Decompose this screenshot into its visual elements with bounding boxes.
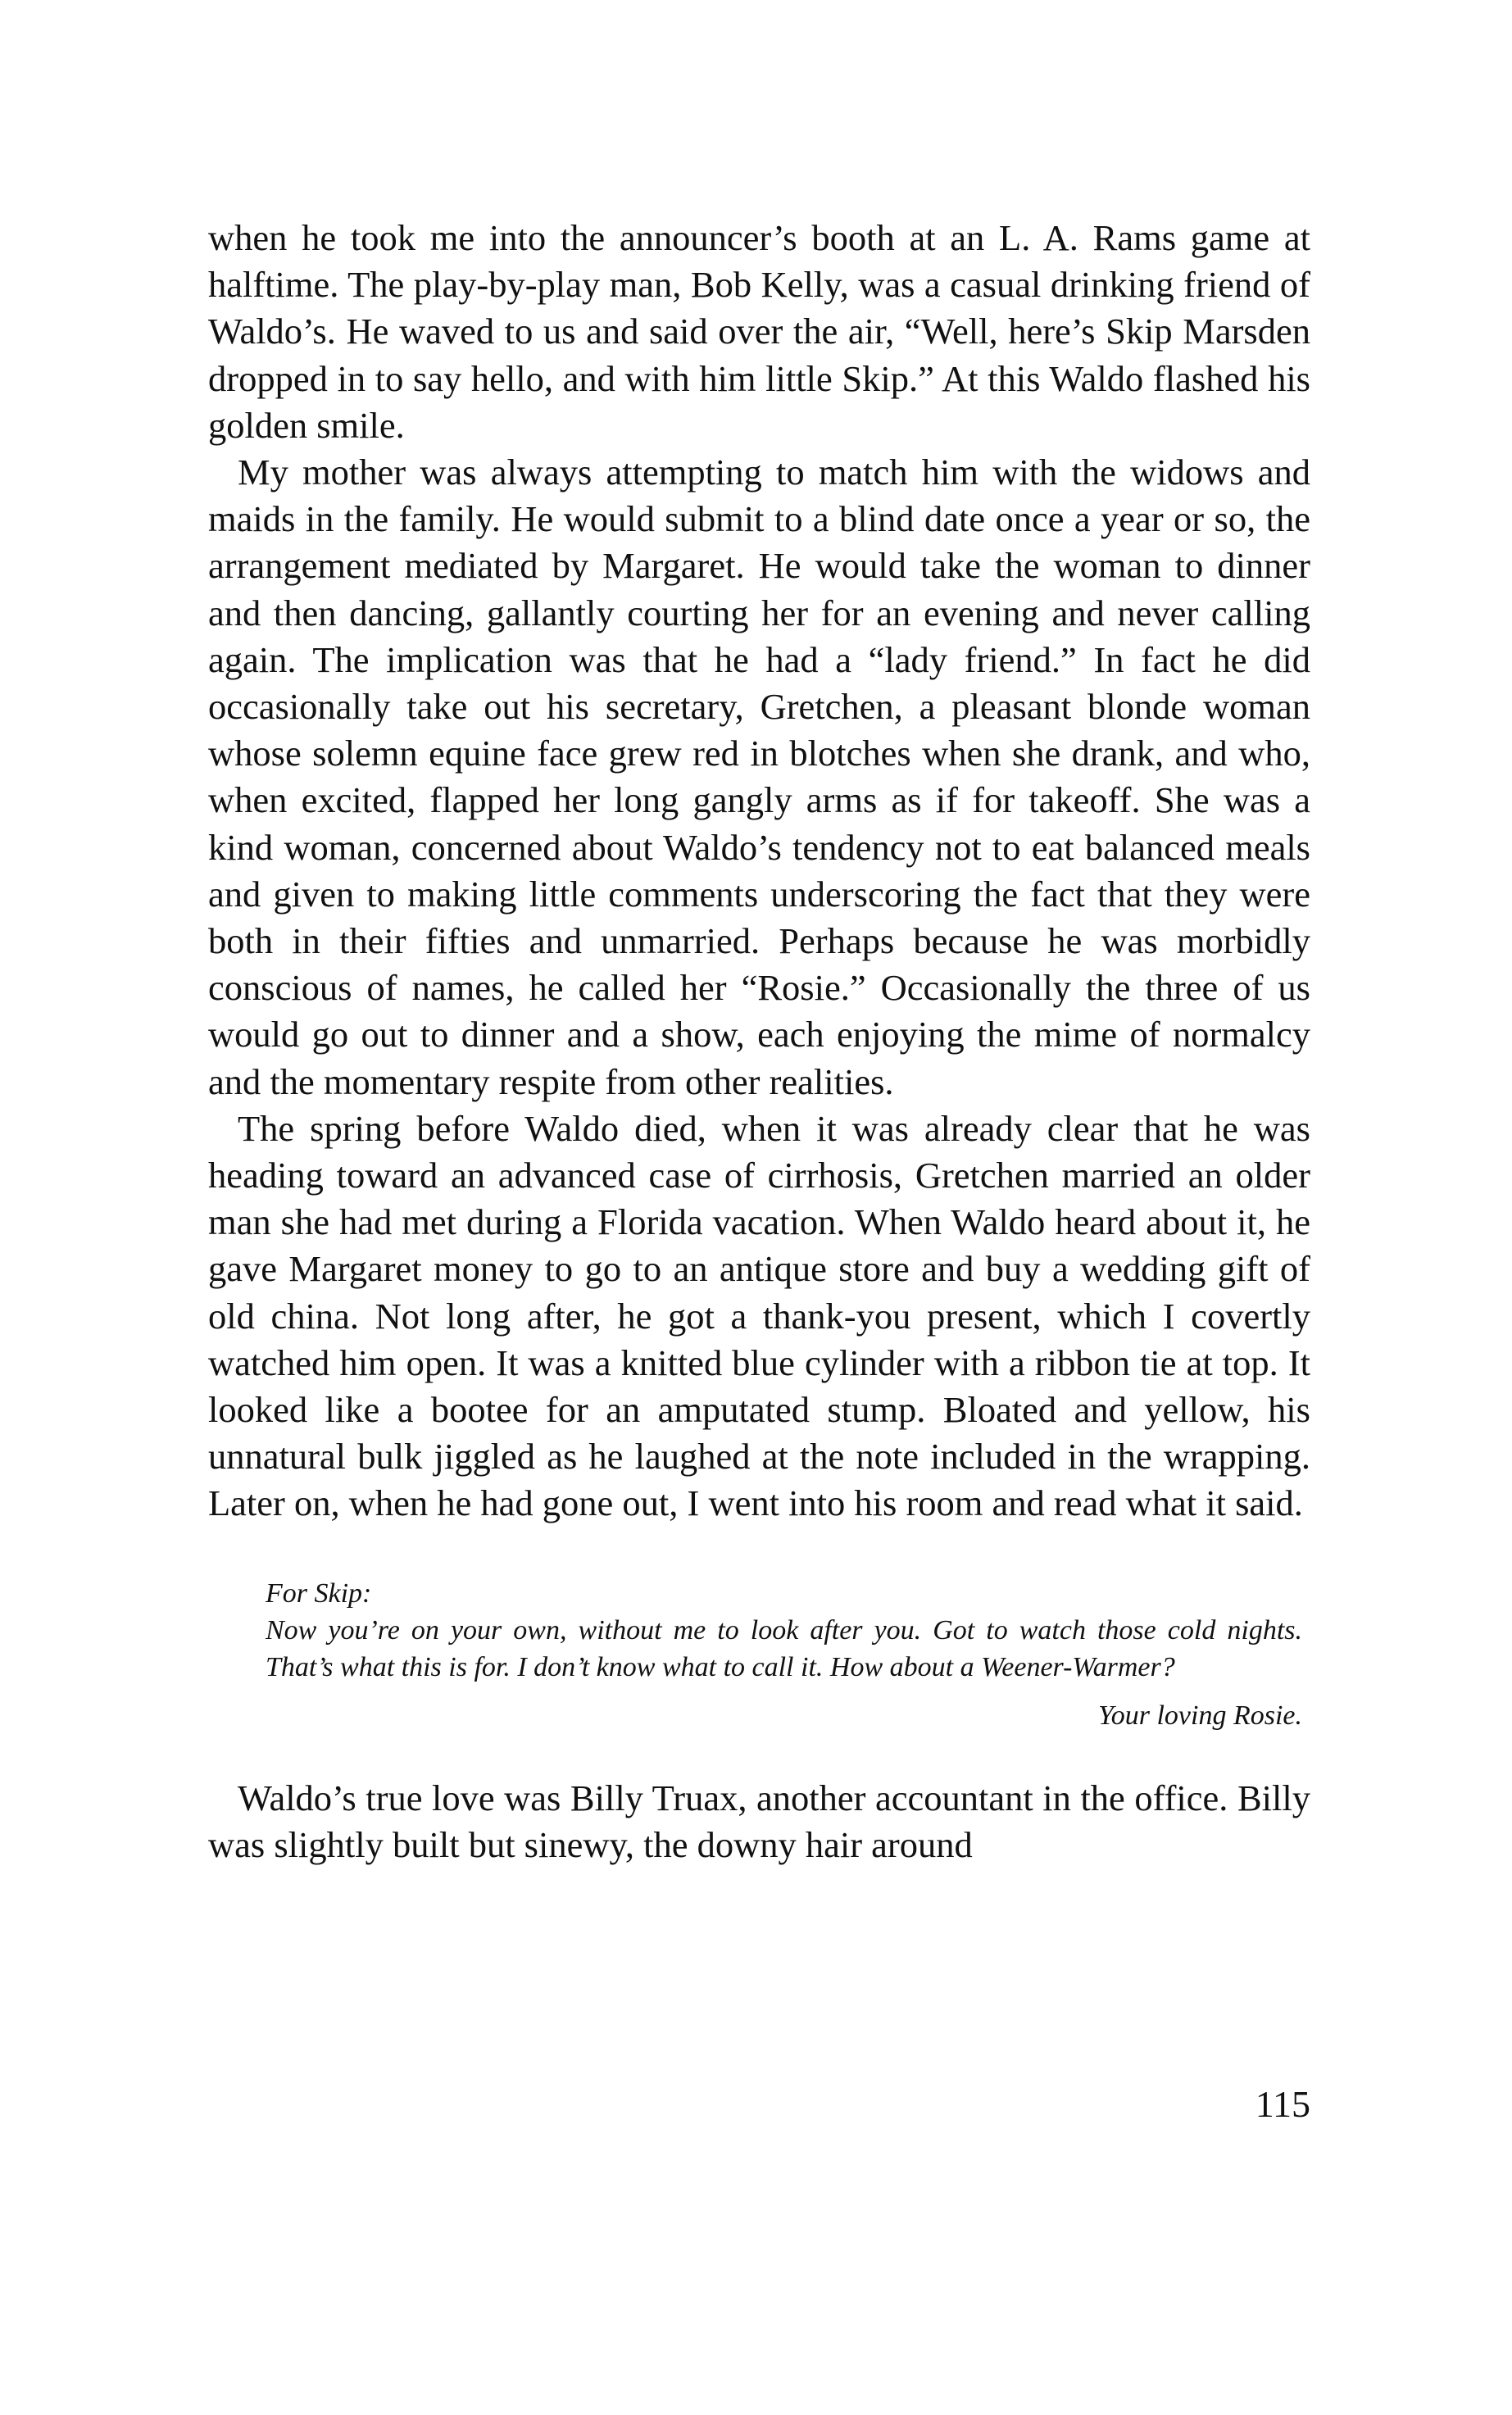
page-body bbox=[208, 215, 1310, 1868]
note-salutation: For Skip: bbox=[266, 1577, 372, 1609]
quoted-note bbox=[266, 1575, 1302, 1734]
page-number: 115 bbox=[1255, 2083, 1310, 2125]
paragraph-2: My mother was always attempting to match him with the widows and maids in the family. He would submit to a blind date once a year or so, the arrangement mediated by Margaret. He would take the woman to dinner and then dancing, gallantly courting her for an evening and never calling again. The implication was that he had a “lady friend.” In fact he did occasionally take out his secretary, Gretchen, a pleasant blonde woman whose solemn equine face grew red in blotches when she drank, and who, when excited, flapped her long gangly arms as if for takeoff. She was a kind woman, concerned about Waldo’s tendency not to eat balanced meals and given to making little comments underscoring the fact that they were both in their fifties and unmarried. Perhaps because he was morbidly conscious of names, he called her “Rosie.” Occasionally the three of us would go out to dinner and a show, each enjoying the mime of normalcy and the momentary respite from other realities. bbox=[208, 452, 1310, 1102]
paragraph-1: when he took me into the announcer’s booth at an L. A. Rams game at halftime. The play-by-play man, Bob Kelly, was a casual drinking friend of Waldo’s. He waved to us and said over the air, “Well, here’s Skip Marsden dropped in to say hello, and with him little Skip.” At this Waldo flashed his golden smile. bbox=[208, 217, 1310, 446]
note-signoff: Your loving Rosie. bbox=[1097, 1700, 1302, 1731]
paragraph-3: The spring before Waldo died, when it was already clear that he was heading toward an advanced case of cirrhosis, Gretchen married an older man she had met during a Florida vacation. When Waldo heard about it, he gave Margaret money to go to an antique store and buy a wedding gift of old china. Not long after, he got a thank-you present, which I covertly watched him open. It was a knitted blue cylinder with a ribbon tie at top. It looked like a bootee for an amputated stump. Bloated and yellow, his unnatural bulk jiggled as he laughed at the note included in the wrapping. Later on, when he had gone out, I went into his room and read what it said. bbox=[208, 1107, 1310, 1524]
note-body: Now you’re on your own, without me to look after you. Got to watch those cold nights. That’s what this is for. I don’t know what to call it. How about a Weener-Warmer? bbox=[266, 1614, 1302, 1682]
paragraph-4: Waldo’s true love was Billy Truax, another accountant in the office. Billy was slightly built but sinewy, the downy hair around bbox=[208, 1777, 1310, 1865]
